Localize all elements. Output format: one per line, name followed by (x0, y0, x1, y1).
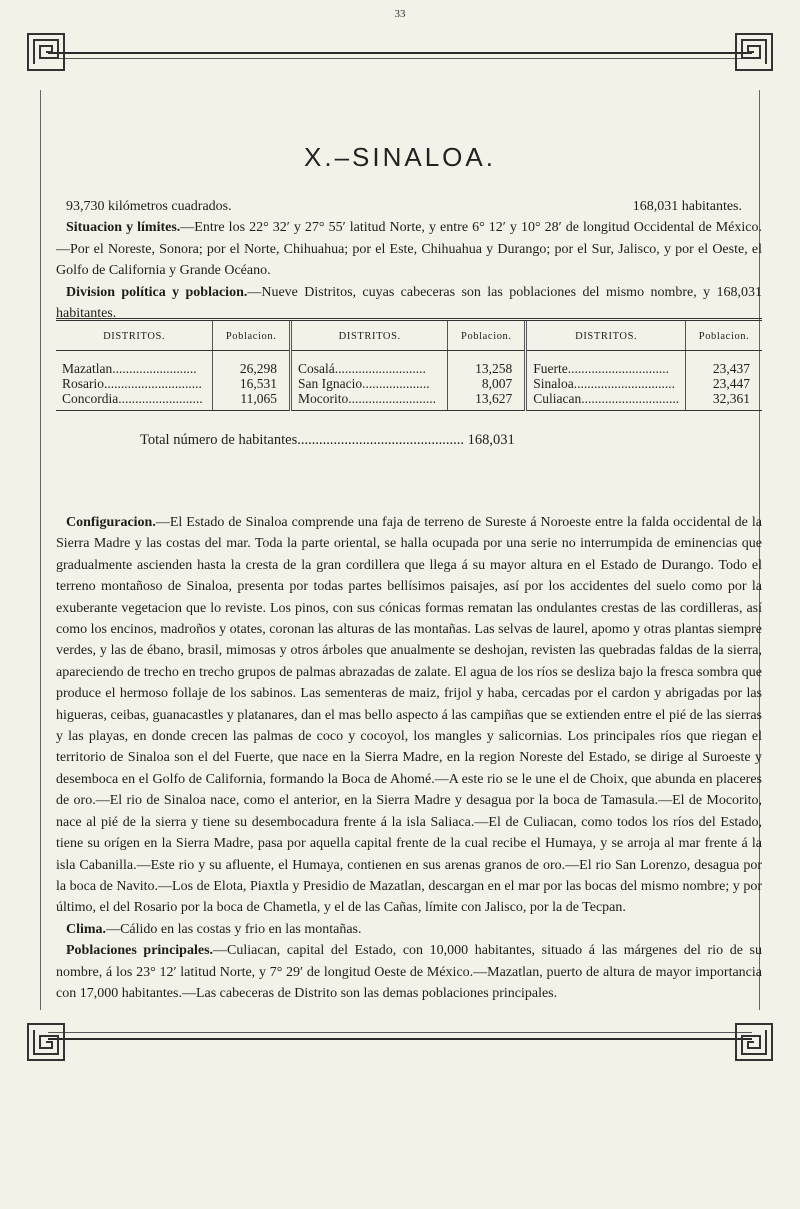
configuracion-paragraph (56, 512, 762, 919)
table-header: DISTRITOS. (56, 320, 213, 351)
table-cell: 23,437 (686, 351, 762, 377)
poblaciones-paragraph (56, 940, 762, 1004)
clima-text: —Cálido en las costas y frio en las montañas. (106, 921, 362, 937)
intro-section (56, 196, 762, 324)
table-header-row (56, 320, 762, 351)
table-row (56, 351, 762, 377)
greek-key-ornament-icon (24, 1020, 68, 1064)
table-cell: Culiacan............................. (526, 391, 686, 411)
table-header: Poblacion. (213, 320, 291, 351)
frame-top-rule (48, 52, 752, 54)
table-cell: 11,065 (213, 391, 291, 411)
area-population-line (56, 196, 762, 217)
table-cell: Rosario............................. (62, 376, 202, 391)
table-cell: 16,531 (213, 376, 291, 391)
greek-key-ornament-icon (732, 30, 776, 74)
frame-top-inner-rule (48, 58, 752, 59)
table-header: Poblacion. (686, 320, 762, 351)
table-cell: 26,298 (213, 351, 291, 377)
table-row (56, 376, 762, 391)
situacion-paragraph (56, 217, 762, 281)
total-value: 168,031 (467, 432, 515, 448)
districts-table (56, 318, 762, 411)
table-cell: 13,627 (448, 391, 526, 411)
configuracion-lead: Configuracion. (66, 515, 156, 530)
table-cell: 23,447 (686, 376, 762, 391)
table-header: Poblacion. (448, 320, 526, 351)
configuracion-text: —El Estado de Sinaloa comprende una faja de terreno de Sureste á Noroeste entre la falda occidental de la Sierra Madre y las costas del mar. Toda la parte oriental, se halla ocupada por una serie no interrumpida de eminencias que gradualmente ascienden hasta la cresta de la gran cordillera que llega á su mayor altura en el Estado de Durango. Todo el terreno montañoso de Sinaloa, presenta por todas partes bellísimos paisajes, así por los accidentes del suelo como por la exuberante vegetacion que lo reviste. Los pinos, con sus cónicas formas rematan las ondulantes crestas de las cordilleras, así como los encinos, madroños y otates, coronan las alturas de las montañas. Las selvas de laurel, apomo y otras plantas siempre verdes, y las de ébano, brasil, mimosas y otros árboles que anualmente se deshojan, revisten las quebradas faldas de la sierra, apareciendo de trecho en trecho grupos de palmas abrazadas de zalate. El agua de los ríos se desliza bajo la fresca sombra que produce el hermoso follaje de los sabinos. Las sementeras de maiz, frijol y haba, cercadas por el cardon y abrigadas por las higueras, ceibas, guanacastles y platanares, dan el mas bello aspecto á las campiñas que se extienden entre el pié de las sierras y las playas, en donde crecen las palmas de coco y cocoyol, los mangles y salicornias. Los principales ríos que riegan el territorio de Sinaloa son el del Fuerte, que nace en la Sierra Madre, en la region Noreste del Estado, se dirige al Suroeste y desemboca en el Golfo de California, formando la Boca de Ahomé.—A este rio se le une el de Choix, que abunda en placeres de oro.—El rio de Sinaloa nace, como el anterior, en la Sierra Madre y desagua por la boca de Tamasula.—El de Mocorito, nace al pié de la sierra y tiene su desembocadura frente á la isla Saliaca.—El de Culiacan, como todos los ríos del Estado, tiene su orígen en la Sierra Madre, pasa por aquella capital frente de la cual recibe el Humaya, y se arroja al mar frente á la isla Cabanilla.—Este rio y su afluente, el Humaya, contienen en sus arenas granos de oro.—El rio San Lorenzo, desagua por la boca de Navito.—Los de Elota, Piaxtla y Presidio de Mazatlan, descargan en el mar por las bocas del mismo nombre; y por último, el del Rosario por la boca de Chametla, y el de las Cañas, límite con Jalisco, por la de Tecpan. (56, 515, 762, 916)
table-header: DISTRITOS. (526, 320, 686, 351)
table-cell: 8,007 (448, 376, 526, 391)
table-cell: San Ignacio.................... (291, 376, 448, 391)
total-label: Total número de habitantes.............................................. (140, 432, 464, 448)
division-lead: Division política y poblacion. (66, 284, 248, 300)
frame-bottom-inner-rule (48, 1032, 752, 1033)
table-cell: Sinaloa.............................. (526, 376, 686, 391)
greek-key-ornament-icon (732, 1020, 776, 1064)
population-value: 168,031 habitantes. (632, 199, 742, 214)
situacion-lead: Situacion y límites. (66, 220, 181, 236)
table-header: DISTRITOS. (291, 320, 448, 351)
table-cell: Concordia......................... (56, 391, 213, 411)
frame-bottom-rule (48, 1038, 752, 1040)
clima-lead: Clima. (66, 921, 107, 937)
table-cell: 13,258 (448, 351, 526, 377)
clima-paragraph (56, 919, 762, 940)
table-row (56, 391, 762, 411)
area-value: 93,730 kilómetros cuadrados. (66, 199, 232, 214)
greek-key-ornament-icon (24, 30, 68, 74)
table-cell: 32,361 (686, 391, 762, 411)
frame-left-rule (40, 90, 41, 1010)
page-title: X.–SINALOA. (304, 142, 496, 172)
table-cell: Fuerte.............................. (526, 351, 686, 377)
table-cell: Cosalá........................... (291, 351, 448, 377)
table-cell: Mazatlan......................... (62, 361, 197, 376)
poblaciones-lead: Poblaciones principales. (66, 943, 214, 959)
division-text: —Nueve Distritos, cuyas cabeceras son las poblaciones del mismo nombre, y 168,031 habitantes. (56, 284, 762, 322)
table-cell: Mocorito.......................... (291, 391, 448, 411)
page-number: 33 (394, 8, 406, 20)
poblaciones-text: —Culiacan, capital del Estado, con 10,000 habitantes, situado á las márgenes del rio de su nombre, á los 23° 12′ latitud Norte, y 7° 29′ de longitud Oeste de México.—Mazatlan, puerto de altura de mayor importancia con 17,000 habitantes.—Las cabeceras de Distrito son las demas poblaciones principales. (56, 943, 762, 1001)
body-section (56, 512, 762, 1004)
total-line (140, 432, 515, 449)
situacion-text: —Entre los 22° 32′ y 27° 55′ latitud Norte, y entre 6° 12′ y 10° 28′ de longitud Occidental de México.—Por el Noreste, Sonora; por el Norte, Chihuahua; por el Este, Chihuahua y Durango; por el Sur, Jalisco, y por el Oeste, el Golfo de California y Grande Océano. (56, 220, 762, 279)
